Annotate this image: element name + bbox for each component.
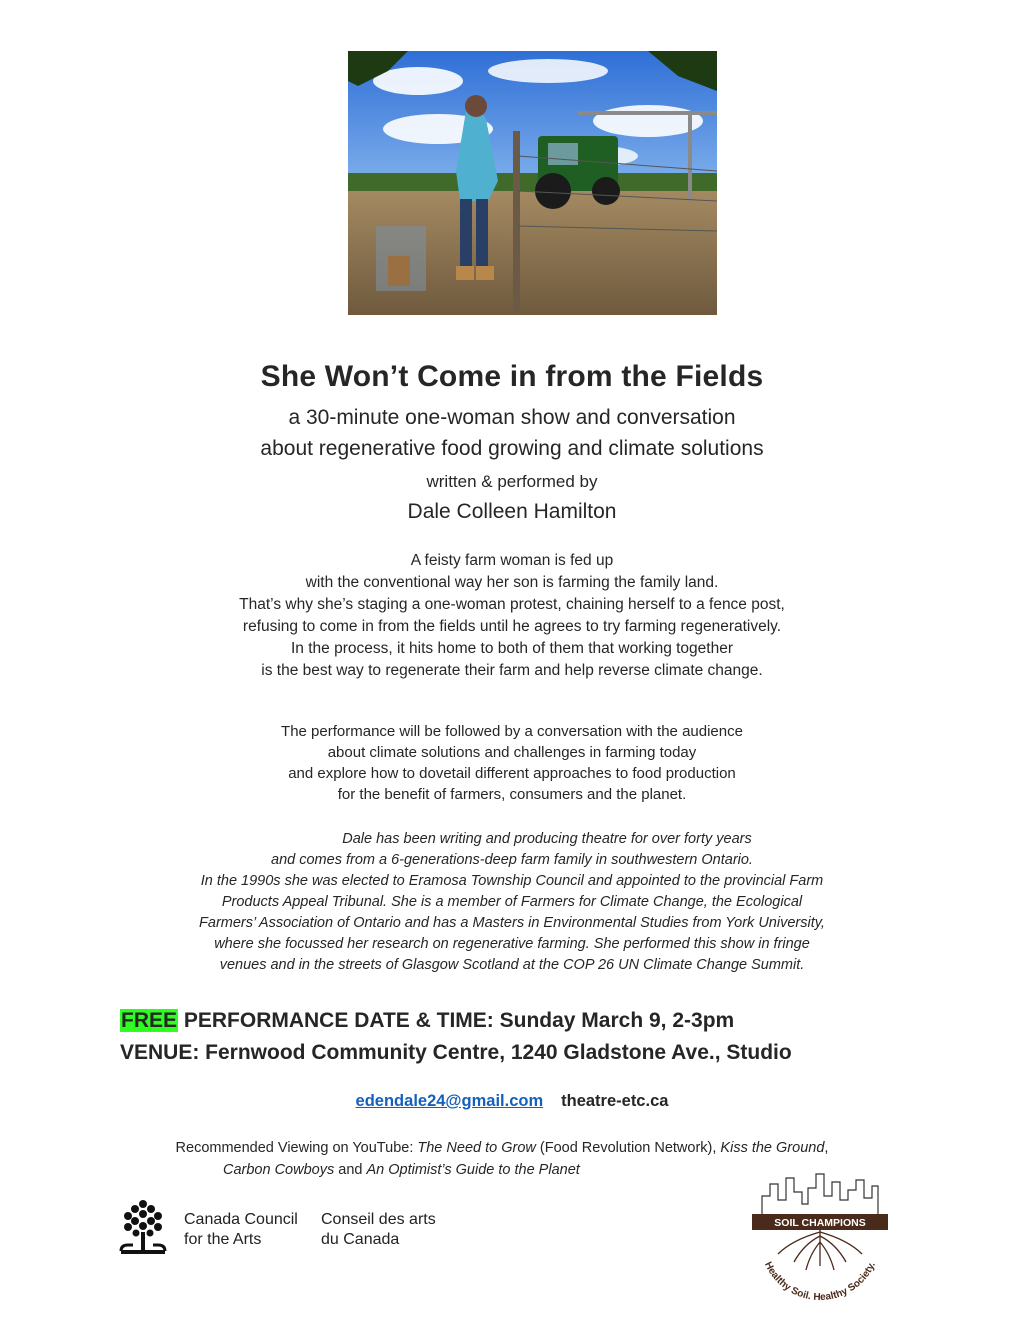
description-line: with the conventional way her son is farming the family land.	[305, 574, 719, 591]
svg-text:Healthy Soil. Healthy Society.	[762, 1260, 878, 1303]
canada-council-logo	[118, 1198, 458, 1262]
venue: VENUE: Fernwood Community Centre, 1240 Gladstone Ave., Studio	[120, 1041, 792, 1064]
description-line: refusing to come in from the fields until he agrees to try farming regeneratively.	[242, 618, 782, 635]
canada-council-fr	[321, 1210, 436, 1250]
film-title: The Need to Grow	[417, 1140, 536, 1156]
canada-council-en	[184, 1210, 298, 1250]
written-by-label: written & performed by	[426, 472, 598, 491]
bio-line: In the 1990s she was elected to Eramosa Township Council and appointed to the provincial Farm	[200, 873, 824, 889]
conversation-line: and explore how to dovetail different approaches to food production	[288, 765, 736, 782]
bio-line: and comes from a 6-generations-deep farm family in southwestern Ontario.	[271, 852, 753, 868]
bio-line: Farmers’ Association of Ontario and has a Masters in Environmental Studies from York University,	[199, 915, 825, 931]
description-line: is the best way to regenerate their farm and help reverse climate change.	[261, 662, 763, 679]
film-title: Kiss the Ground	[720, 1140, 825, 1156]
email-link[interactable]: edendale24@gmail.com	[355, 1092, 544, 1110]
performance-date-time	[120, 1009, 734, 1033]
conversation-line: about climate solutions and challenges in farming today	[327, 744, 697, 761]
canada-council-en-line: Canada Council	[184, 1211, 298, 1228]
film-title: Carbon Cowboys	[223, 1162, 335, 1178]
contact-line	[0, 1092, 1024, 1111]
conversation-line: for the benefit of farmers, consumers and the planet.	[337, 786, 687, 803]
soil-badge-tagline: Healthy Soil. Healthy Society.	[762, 1260, 878, 1304]
page-title: She Won’t Come in from the Fields	[260, 360, 764, 393]
soil-champions-logo	[744, 1170, 896, 1320]
subtitle-line-1: a 30-minute one-woman show and conversation	[288, 406, 736, 429]
date-time-text: PERFORMANCE DATE & TIME: Sunday March 9, 2-3pm	[178, 1009, 735, 1032]
recommended-line-1	[0, 1137, 1024, 1159]
bio-line: Dale has been writing and producing theatre for over forty years	[342, 831, 752, 847]
separator: ,	[824, 1140, 829, 1156]
conversation-paragraph	[0, 721, 1024, 805]
film-title: An Optimist’s Guide to the Planet	[366, 1162, 580, 1178]
description-line: A feisty farm woman is fed up	[410, 552, 614, 569]
free-highlight: FREE	[121, 1009, 178, 1032]
tree-icon	[118, 1198, 168, 1258]
description-paragraph	[0, 550, 1024, 682]
conversation-line: The performance will be followed by a conversation with the audience	[281, 723, 743, 740]
canada-council-fr-line: Conseil des arts	[321, 1211, 436, 1228]
farm-woman-photo	[348, 51, 717, 315]
soil-champions-badge-icon	[744, 1170, 896, 1320]
author-name: Dale Colleen Hamilton	[407, 500, 617, 523]
canada-council-fr-line: du Canada	[321, 1231, 400, 1248]
bio-line: venues and in the streets of Glasgow Scotland at the COP 26 UN Climate Change Summit.	[219, 957, 805, 973]
subtitle-line-2: about regenerative food growing and climate solutions	[260, 437, 764, 460]
bio-line: where she focussed her research on regenerative farming. She performed this show in fringe	[214, 936, 810, 952]
description-line: In the process, it hits home to both of them that working together	[291, 640, 733, 657]
author-bio	[0, 829, 1024, 976]
film-source: (Food Revolution Network),	[535, 1140, 721, 1156]
bio-line: Products Appeal Tribunal. She is a member of Farmers for Climate Change, the Ecological	[221, 894, 803, 910]
recommended-prefix: Recommended Viewing on YouTube:	[175, 1140, 418, 1156]
soil-badge-banner: SOIL CHAMPIONS	[774, 1217, 866, 1229]
canada-council-en-line: for the Arts	[184, 1231, 262, 1248]
conjunction: and	[334, 1162, 367, 1178]
website-text: theatre-etc.ca	[561, 1092, 669, 1110]
hero-photo	[348, 51, 717, 315]
description-line: That’s why she’s staging a one-woman protest, chaining herself to a fence post,	[239, 596, 785, 613]
